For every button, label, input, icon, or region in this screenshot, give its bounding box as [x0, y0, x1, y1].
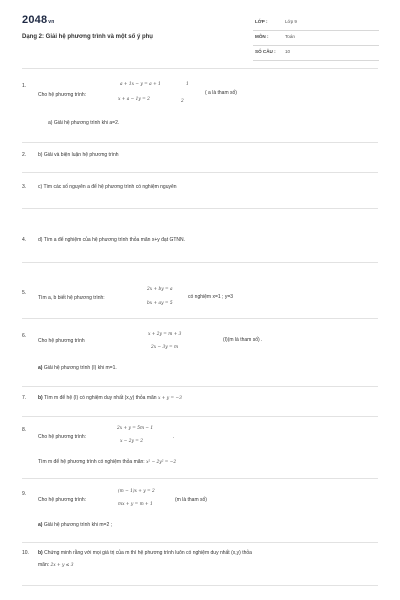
question-number: 9. [22, 491, 27, 497]
sub-label: a) [38, 365, 43, 371]
meta-key: SỐ CÂU : [255, 49, 276, 54]
question-text: c) Tìm các số nguyên a để hệ phương trình có nghiệm nguyên [38, 184, 177, 190]
system-eq-2: bx + ay = 5 [147, 301, 173, 306]
meta-row-class [253, 16, 379, 31]
system-eq-2: 2x − 3y = m [151, 345, 179, 350]
question-text [38, 550, 252, 556]
math-expression: x² − 2y² = −2 [146, 460, 177, 465]
meta-row-count [253, 46, 379, 61]
divider [22, 172, 378, 173]
page-header [0, 0, 400, 68]
question-note: . [173, 434, 175, 440]
system-eq-2: x + a − 1y = 2 [118, 97, 150, 102]
divider [22, 208, 378, 209]
meta-value: Toán [285, 34, 295, 39]
question-number: 7. [22, 395, 27, 401]
part-text: Chứng minh rằng với mọi giá trị của m thì hệ phương trình luôn có nghiệm duy nhất (x,y) thỏa [42, 550, 252, 556]
sub-label: a) [38, 522, 43, 528]
question-number: 5. [22, 290, 27, 296]
system-eq-2: x − 2y = 2 [120, 439, 143, 444]
math-expression: 2x + y ≤ 3 [50, 563, 74, 568]
divider [22, 142, 378, 143]
question-text [38, 395, 182, 401]
question-number: 1. [22, 83, 27, 89]
eq-label-2: 2 [181, 99, 184, 104]
sub-question [38, 365, 117, 371]
question-note: ( a là tham số) [205, 90, 237, 96]
question-text: Cho hệ phương trình: [38, 92, 87, 98]
brand-logo [22, 14, 55, 26]
question-text: Tìm a, b biết hệ phương trình: [38, 295, 105, 301]
question-number: 8. [22, 427, 27, 433]
question-number: 2. [22, 152, 27, 158]
system-eq-1: a + 1x − y = a + 1 [120, 82, 161, 87]
meta-table [253, 16, 379, 61]
meta-value: 10 [285, 49, 291, 54]
math-expression: x + y = −3 [157, 396, 182, 401]
sub-question [38, 522, 112, 528]
meta-key: LỚP : [255, 19, 268, 24]
question-number: 4. [22, 237, 27, 243]
system-eq-2: mx + y = m + 1 [118, 502, 153, 507]
system-eq-1: (m − 1)x + y = 2 [118, 489, 155, 494]
question-text-line2 [38, 562, 74, 568]
divider [22, 542, 378, 543]
part-label: b) [38, 395, 43, 401]
question-text: Cho hệ phương trình: [38, 434, 87, 440]
part-label: b) [38, 550, 43, 556]
question-note: (I)(m là tham số) . [223, 337, 263, 343]
sub-text: Tìm m để hệ phương trình có nghiệm thỏa mãn: [38, 459, 145, 465]
meta-value: Lớp 9 [285, 19, 297, 24]
divider [22, 68, 378, 69]
meta-key: MÔN : [255, 34, 269, 39]
question-note: có nghiệm x=1 ; y=3 [188, 294, 234, 300]
divider [22, 585, 378, 586]
question-text: b) Giải và biện luận hệ phương trình [38, 152, 119, 158]
question-text: d) Tìm a để nghiệm của hệ phương trình thỏa mãn x+y đạt GTNN. [38, 237, 186, 243]
divider [22, 318, 378, 319]
logo-suffix: vn [48, 19, 55, 25]
divider [22, 478, 378, 479]
question-number: 10. [22, 550, 29, 556]
divider [22, 416, 378, 417]
question-number: 6. [22, 333, 27, 339]
logo-text: 2048 [22, 14, 48, 26]
system-eq-1: x + 2y = m + 3 [148, 332, 182, 337]
line-text: mãn: [38, 562, 50, 568]
part-text: Tìm m để hệ (I) có nghiệm duy nhất (x,y) thỏa mãn [42, 395, 157, 401]
question-number: 3. [22, 184, 27, 190]
eq-label-1: 1 [186, 82, 189, 87]
lesson-title: Dạng 2: Giải hệ phương trình và một số ý phụ [22, 34, 153, 40]
sub-text: Giải hệ phương trình (I) khi m=1. [42, 365, 117, 371]
question-text: Cho hệ phương trình: [38, 497, 87, 503]
sub-question [38, 459, 176, 465]
system-eq-1: 2x + y = 5m − 1 [117, 426, 154, 431]
sub-question: a) Giải hệ phương trình khi a=2. [48, 120, 120, 126]
sub-text: Giải hệ phương trình khi m=2 ; [42, 522, 113, 528]
divider [22, 262, 378, 263]
question-text: Cho hệ phương trình [38, 338, 85, 344]
question-note: (m là tham số) [175, 497, 207, 503]
system-eq-1: 2x + by = a [147, 287, 173, 292]
meta-row-subject [253, 31, 379, 46]
divider [22, 386, 378, 387]
